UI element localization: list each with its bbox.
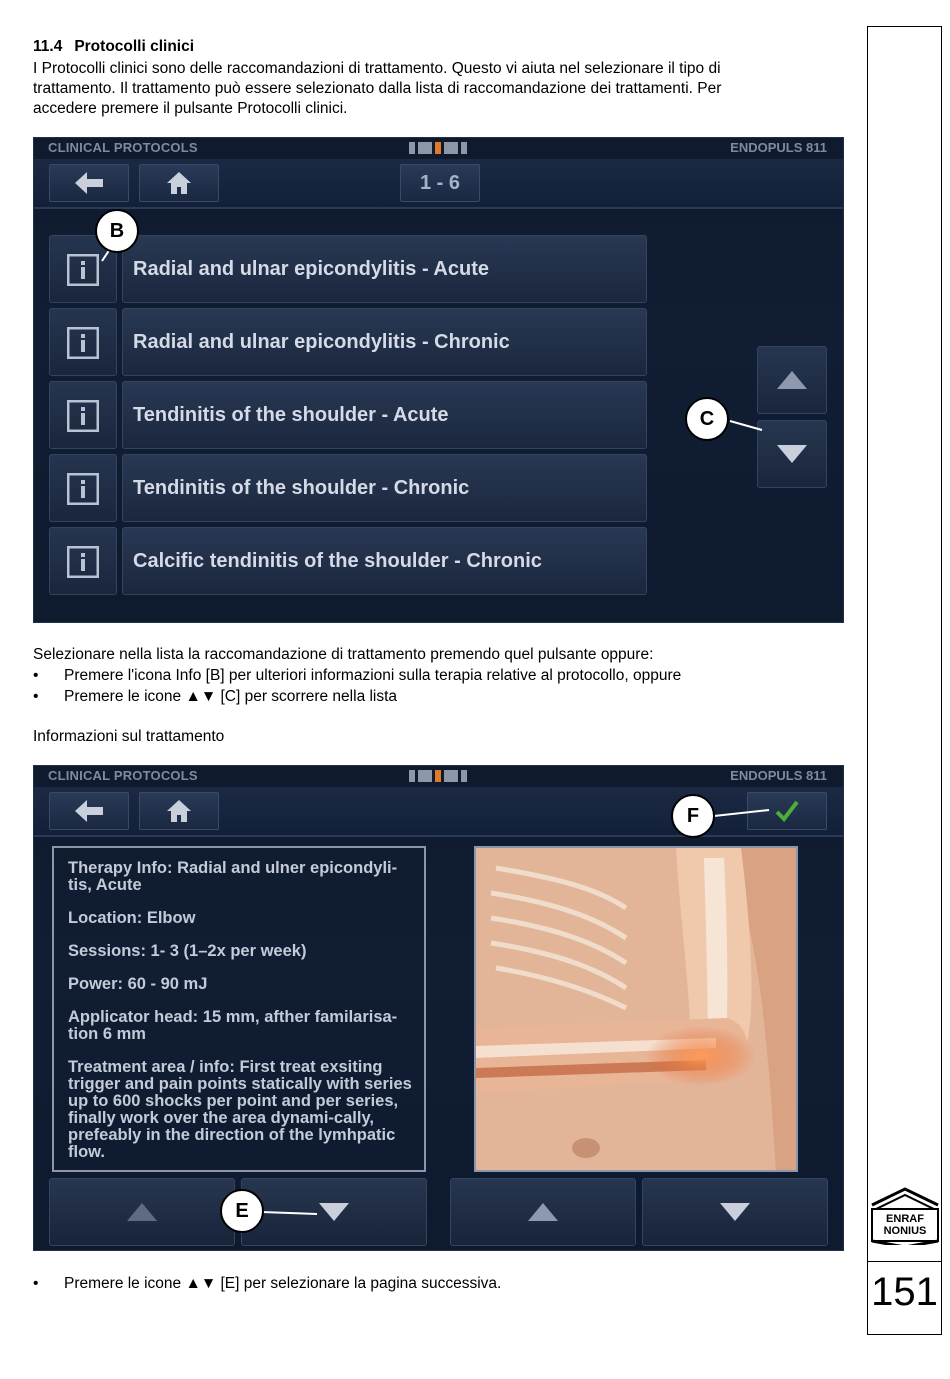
protocol-item-3[interactable]: Tendinitis of the shoulder - Acute xyxy=(122,381,647,449)
therapy-name: Therapy Info: Radial and ulner epicondyli-tis, Acute xyxy=(68,859,398,894)
device-model: ENDOPULS 811 xyxy=(730,140,827,155)
therapy-treatment: Treatment area / info: First treat exsiting trigger and pain points statically with series up to 600 shocks per point and per series, finally work over the area dynami-cally, prefeably in the direction of the lymhpatic flow. xyxy=(68,1058,412,1161)
callout-pointers xyxy=(34,766,844,1251)
page-number: 151 xyxy=(871,1270,938,1314)
intro-line-2: trattamento. Il trattamento può essere selezionato dalla lista di raccomandazione dei trattamenti. Per xyxy=(33,80,722,97)
therapy-power: Power: 60 - 90 mJ xyxy=(68,975,208,993)
bullet-next-page-text: Premere le icone ▲▼ [E] per selezionare la pagina successiva. xyxy=(64,1275,502,1292)
logo-text-2: NONIUS xyxy=(883,1225,927,1237)
intro-line-3: accedere premere il pulsante Protocolli clinici. xyxy=(33,100,348,117)
protocol-item-5[interactable]: Calcific tendinitis of the shoulder - Chronic xyxy=(122,527,647,595)
page-side-column xyxy=(867,26,942,1335)
select-instruction: Selezionare nella lista la raccomandazione di trattamento premendo quel pulsante oppure: xyxy=(33,646,654,663)
protocol-list-screen xyxy=(33,137,844,623)
therapy-sessions: Sessions: 1- 3 (1–2x per week) xyxy=(68,942,307,960)
screen-title: CLINICAL PROTOCOLS xyxy=(48,768,198,783)
callout-b: B xyxy=(95,209,139,253)
callout-e: E xyxy=(220,1189,264,1233)
section-heading xyxy=(33,38,194,56)
enraf-nonius-logo xyxy=(870,1185,940,1245)
therapy-info-screen xyxy=(33,765,844,1251)
callout-c: C xyxy=(685,397,729,441)
protocol-item-1[interactable]: Radial and ulnar epicondylitis - Acute xyxy=(122,235,647,303)
protocol-item-2[interactable]: Radial and ulnar epicondylitis - Chronic xyxy=(122,308,647,376)
device-model: ENDOPULS 811 xyxy=(730,768,827,783)
therapy-applicator: Applicator head: 15 mm, afther familarisa-tion 6 mm xyxy=(68,1008,398,1043)
section-title: Protocolli clinici xyxy=(74,38,195,55)
screen-title: CLINICAL PROTOCOLS xyxy=(48,140,198,155)
page-indicator: 1 - 6 xyxy=(400,164,480,202)
protocol-item-4[interactable]: Tendinitis of the shoulder - Chronic xyxy=(122,454,647,522)
callout-f: F xyxy=(671,794,715,838)
side-divider xyxy=(867,1261,942,1262)
intro-line-1: I Protocolli clinici sono delle raccomandazioni di trattamento. Questo vi aiuta nel selezionare il tipo di xyxy=(33,60,721,77)
therapy-location: Location: Elbow xyxy=(68,909,196,927)
bullet-scroll-text: Premere le icone ▲▼ [C] per scorrere nella lista xyxy=(64,688,398,705)
logo-text-1: ENRAF xyxy=(886,1213,924,1225)
bullet-info-text: Premere l'icona Info [B] per ulteriori informazioni sulla terapia relative al protocollo, oppure xyxy=(64,667,682,684)
section-number: 11.4 xyxy=(33,38,63,55)
treatment-info-heading: Informazioni sul trattamento xyxy=(33,728,225,745)
callout-pointers xyxy=(34,138,844,623)
